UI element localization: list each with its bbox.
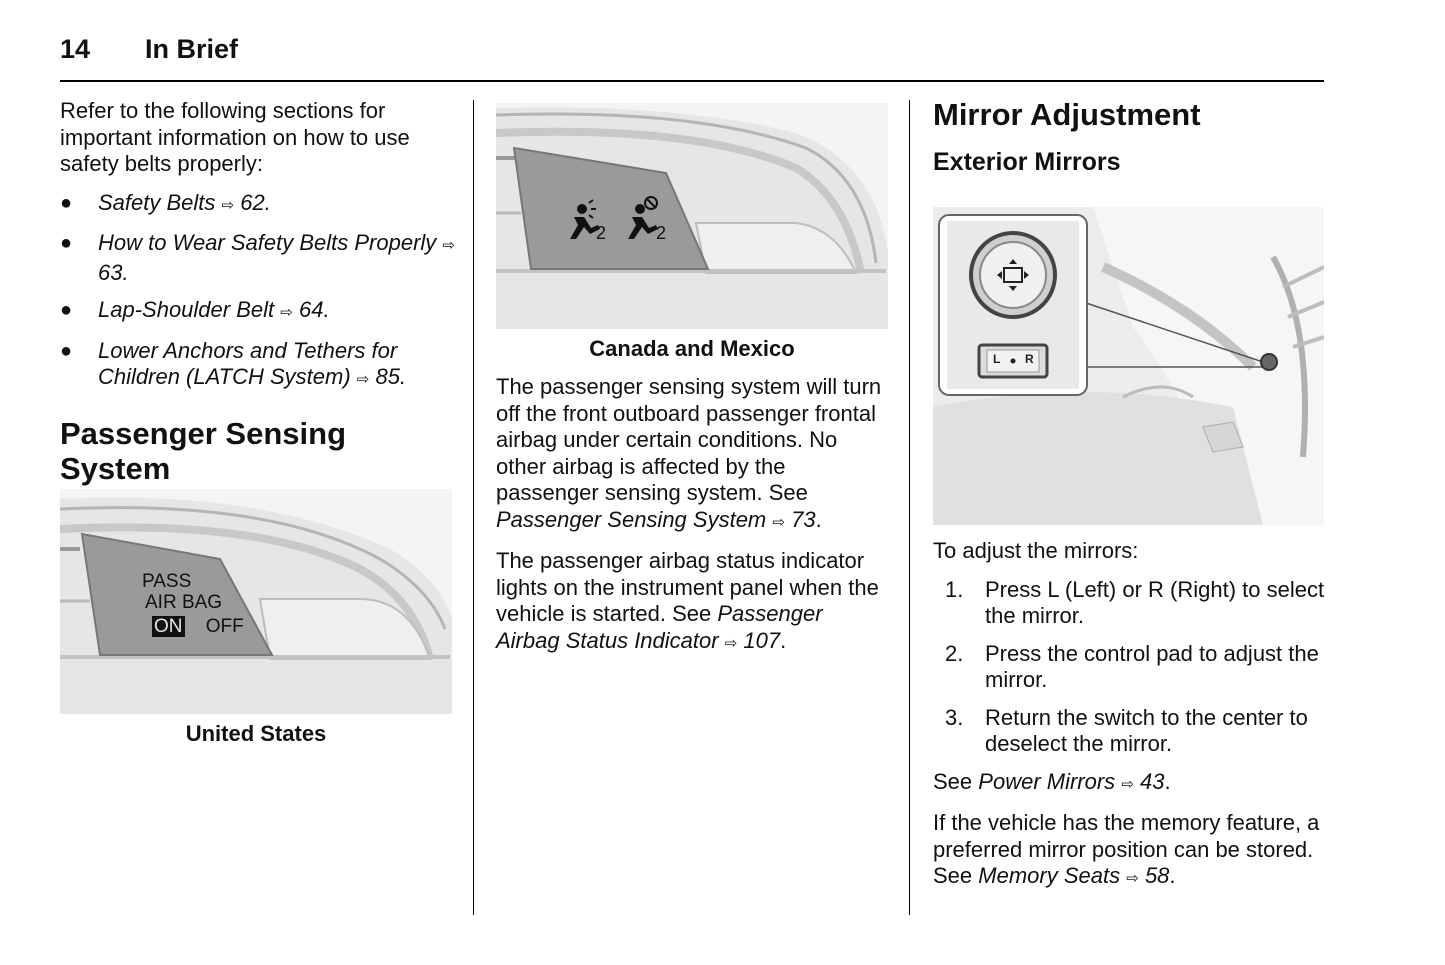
switch-left-label: L [993, 352, 1001, 366]
switch-right-label: R [1025, 352, 1034, 366]
intro-paragraph: Refer to the following sections for important information on how to use safety belts properly: [60, 98, 410, 176]
step-text: Return the switch to the center to deselect the mirror. [985, 704, 1308, 756]
xref-link[interactable]: Safety Belts [98, 189, 216, 215]
page-header [60, 34, 1324, 82]
xref-link[interactable]: Lap-Shoulder Belt [98, 297, 275, 322]
section-title: In Brief [145, 34, 239, 64]
icon-digit: 2 [596, 223, 607, 243]
label-line: AIR BAG [145, 592, 223, 613]
page-ref[interactable]: 43 [1140, 768, 1165, 794]
page-ref-icon: ⇨ [1121, 775, 1134, 793]
list-item: ● How to Wear Safety Belts Properly ⇨ 63. [60, 230, 455, 285]
intro-paragraph: To adjust the mirrors: [933, 538, 1139, 563]
paragraph-text: If the vehicle has the memory feature, a preferred mirror position can be stored. See [933, 810, 1320, 888]
icon-digit: 2 [656, 223, 667, 243]
page-ref-icon: ⇨ [1126, 870, 1139, 887]
xref-link[interactable]: Lower Anchors and Tethers for Children (LATCH System) [98, 337, 398, 389]
safety-belt-list [60, 190, 455, 394]
page-ref[interactable]: 85 [375, 364, 400, 389]
body-paragraph: If the vehicle has the memory feature, a preferred mirror position can be stored. See Memory Seats ⇨ 58. [933, 810, 1320, 888]
bullet-icon: ● [60, 191, 73, 214]
list-item: ● Lap-Shoulder Belt ⇨ 64. [60, 297, 330, 322]
section-heading: Mirror Adjustment [933, 97, 1201, 132]
xref-link[interactable]: Passenger Sensing System [496, 506, 767, 532]
page-ref[interactable]: 62 [240, 189, 265, 215]
step-number: 1. [945, 576, 964, 602]
column-divider [909, 100, 910, 915]
column-1 [60, 98, 455, 486]
xref-link[interactable]: Power Mirrors [978, 768, 1116, 794]
step-text: Press the control pad to adjust the mirror. [985, 640, 1319, 692]
pass-airbag-label [142, 571, 244, 637]
body-paragraph: The passenger airbag status indicator lights on the instrument panel when the vehicle is started. See Passenger Airbag Status Indicator ⇨ 107. [496, 548, 879, 653]
list-item [933, 641, 1325, 694]
page-ref[interactable]: 58 [1144, 863, 1170, 888]
page-ref-icon: ⇨ [442, 237, 455, 254]
off-indicator: OFF [205, 616, 244, 637]
see-prefix: See [933, 768, 973, 794]
page-ref[interactable]: 107 [743, 627, 781, 653]
label-line: PASS [142, 571, 192, 592]
page-ref-icon: ⇨ [724, 634, 738, 652]
list-item [933, 705, 1325, 758]
section-heading: Passenger Sensing System [60, 415, 347, 486]
list-item [933, 577, 1325, 630]
step-number: 2. [945, 640, 964, 666]
canada-airbag-figure [496, 103, 888, 329]
list-item: ● Safety Belts ⇨ 62. [60, 189, 271, 215]
subsection-heading: Exterior Mirrors [933, 148, 1121, 176]
body-paragraph: See Power Mirrors ⇨ 43. [933, 768, 1171, 794]
xref-link[interactable]: Passenger Airbag Status Indicator [496, 601, 823, 653]
bullet-icon: ● [60, 232, 73, 254]
xref-link[interactable]: Memory Seats [978, 863, 1121, 888]
page-ref-icon: ⇨ [772, 513, 785, 531]
page-number: 14 [60, 34, 91, 64]
page-ref[interactable]: 64 [298, 297, 324, 322]
column-2 [496, 374, 888, 669]
column-3 [933, 538, 1325, 905]
bullet-icon: ● [60, 339, 73, 362]
xref-link[interactable]: How to Wear Safety Belts Properly [98, 230, 437, 255]
figure-caption: United States [185, 721, 327, 746]
us-airbag-figure [60, 489, 452, 714]
page-ref[interactable]: 73 [791, 506, 816, 532]
figure-caption: Canada and Mexico [589, 336, 795, 361]
step-text: Press L (Left) or R (Right) to select the mirror. [985, 576, 1325, 628]
column-divider [473, 100, 474, 915]
page-ref[interactable]: 63 [98, 259, 123, 285]
body-paragraph: The passenger sensing system will turn off the front outboard passenger frontal airbag under certain conditions. No other airbag is affected by the passenger sensing system. See Passenger Sensing System ⇨ 73. [496, 374, 882, 532]
list-item: ● Lower Anchors and Tethers for Children (LATCH System) ⇨ 85. [60, 337, 407, 389]
paragraph-text: The passenger airbag status indicator lights on the instrument panel when the vehicle is started. See [496, 548, 879, 626]
mirror-steps [933, 577, 1325, 758]
page-ref-icon: ⇨ [221, 196, 235, 214]
mirror-control-figure [933, 207, 1324, 525]
paragraph-text: The passenger sensing system will turn off the front outboard passenger frontal airbag under certain conditions. No other airbag is affected by the passenger sensing system. See [496, 374, 882, 505]
on-indicator: ON [154, 616, 183, 637]
page-ref-icon: ⇨ [356, 371, 370, 388]
bullet-icon: ● [60, 299, 73, 321]
step-number: 3. [945, 704, 964, 730]
page-ref-icon: ⇨ [280, 304, 293, 321]
